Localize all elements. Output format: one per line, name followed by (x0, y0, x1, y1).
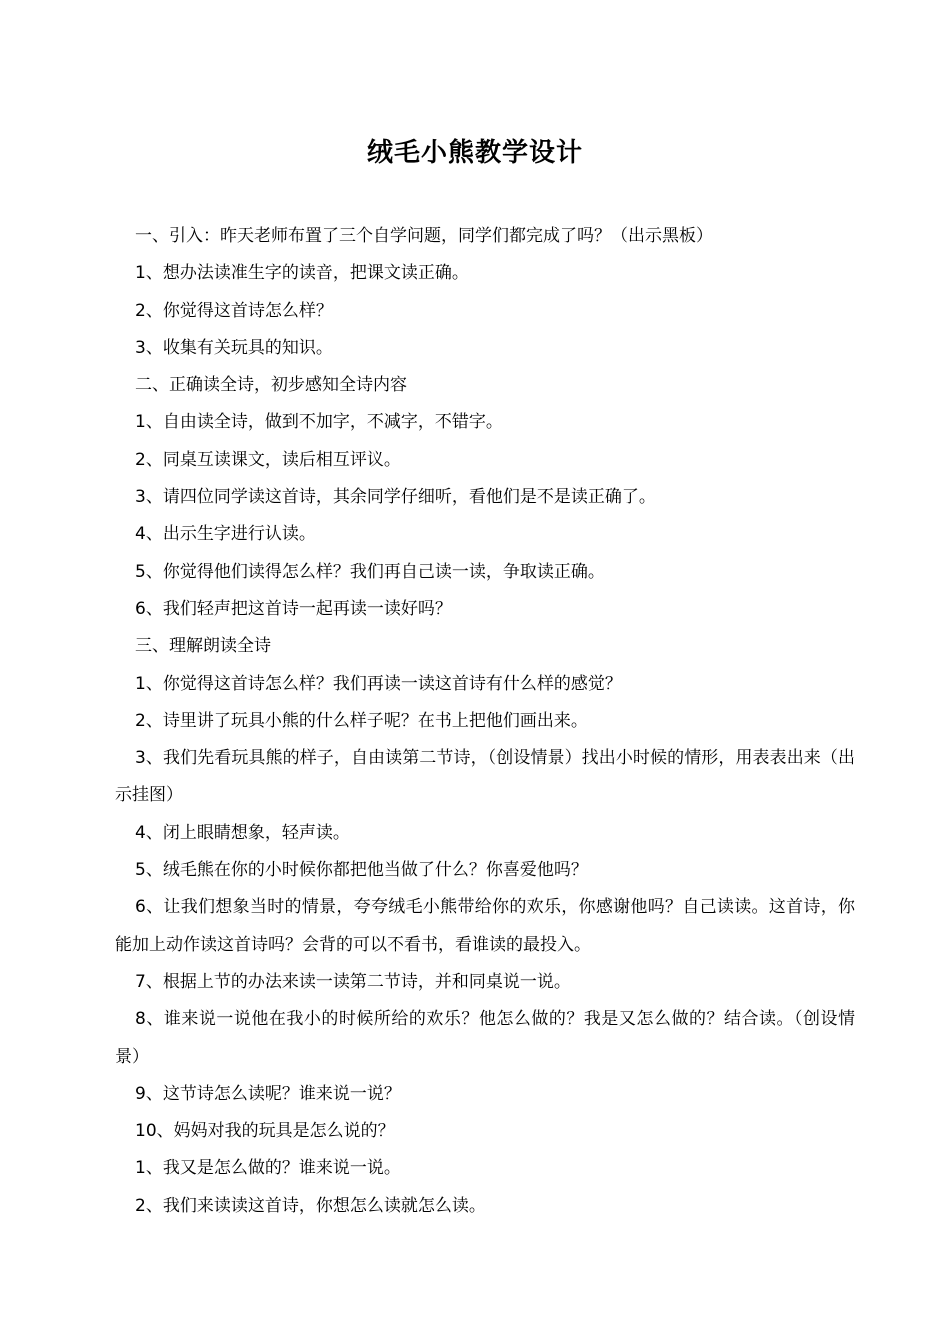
section-heading-understanding: 三、理解朗读全诗 (135, 636, 271, 657)
paragraph: 4、闭上眼睛想象，轻声读。 (135, 822, 350, 843)
paragraph: 5、你觉得他们读得怎么样？我们再自己读一读，争取读正确。 (135, 561, 605, 582)
paragraph: 7、根据上节的办法来读一读第二节诗，并和同桌说一说。 (135, 971, 571, 992)
section-heading-intro: 一、引入：昨天老师布置了三个自学问题，同学们都完成了吗？（出示黑板） (135, 226, 713, 246)
paragraph: 2、诗里讲了玩具小熊的什么样子呢？在书上把他们画出来。 (135, 710, 588, 731)
paragraph: 1、自由读全诗，做到不加字，不减字，不错字。 (135, 412, 503, 433)
paragraph: 3、我们先看玩具熊的样子，自由读第二节诗，（创设情景）找出小时候的情形，用表表出来（出示挂图） (115, 748, 855, 806)
paragraph: 2、我们来读读这首诗，你想怎么读就怎么读。 (135, 1195, 486, 1216)
document-body (115, 218, 855, 1225)
paragraph: 1、我又是怎么做的？谁来说一说。 (135, 1158, 401, 1179)
paragraph: 3、收集有关玩具的知识。 (135, 337, 333, 358)
paragraph: 3、请四位同学读这首诗，其余同学仔细听，看他们是不是读正确了。 (135, 487, 656, 508)
paragraph: 8、谁来说一说他在我小的时候所给的欢乐？他怎么做的？我是又怎么做的？结合读。（创设情景） (115, 1009, 855, 1067)
paragraph: 2、同桌互读课文，读后相互评议。 (135, 449, 401, 470)
paragraph: 6、让我们想象当时的情景，夸夸绒毛小熊带给你的欢乐，你感谢他吗？自己读读。这首诗，你能加上动作读这首诗吗？会背的可以不看书，看谁读的最投入。 (115, 897, 855, 955)
paragraph: 10、妈妈对我的玩具是怎么说的？ (135, 1121, 395, 1142)
paragraph: 4、出示生字进行认读。 (135, 524, 316, 545)
document-title: 绒毛小熊教学设计 (366, 138, 583, 168)
paragraph: 9、这节诗怎么读呢？谁来说一说？ (135, 1083, 401, 1104)
paragraph: 5、绒毛熊在你的小时候你都把他当做了什么？你喜爱他吗？ (135, 860, 588, 881)
section-heading-reading: 二、正确读全诗，初步感知全诗内容 (135, 375, 407, 396)
paragraph: 6、我们轻声把这首诗一起再读一读好吗？ (135, 598, 452, 619)
paragraph: 1、你觉得这首诗怎么样？我们再读一读这首诗有什么样的感觉？ (135, 673, 622, 694)
paragraph: 2、你觉得这首诗怎么样？ (135, 300, 333, 321)
paragraph: 1、想办法读准生字的读音，把课文读正确。 (135, 263, 469, 284)
